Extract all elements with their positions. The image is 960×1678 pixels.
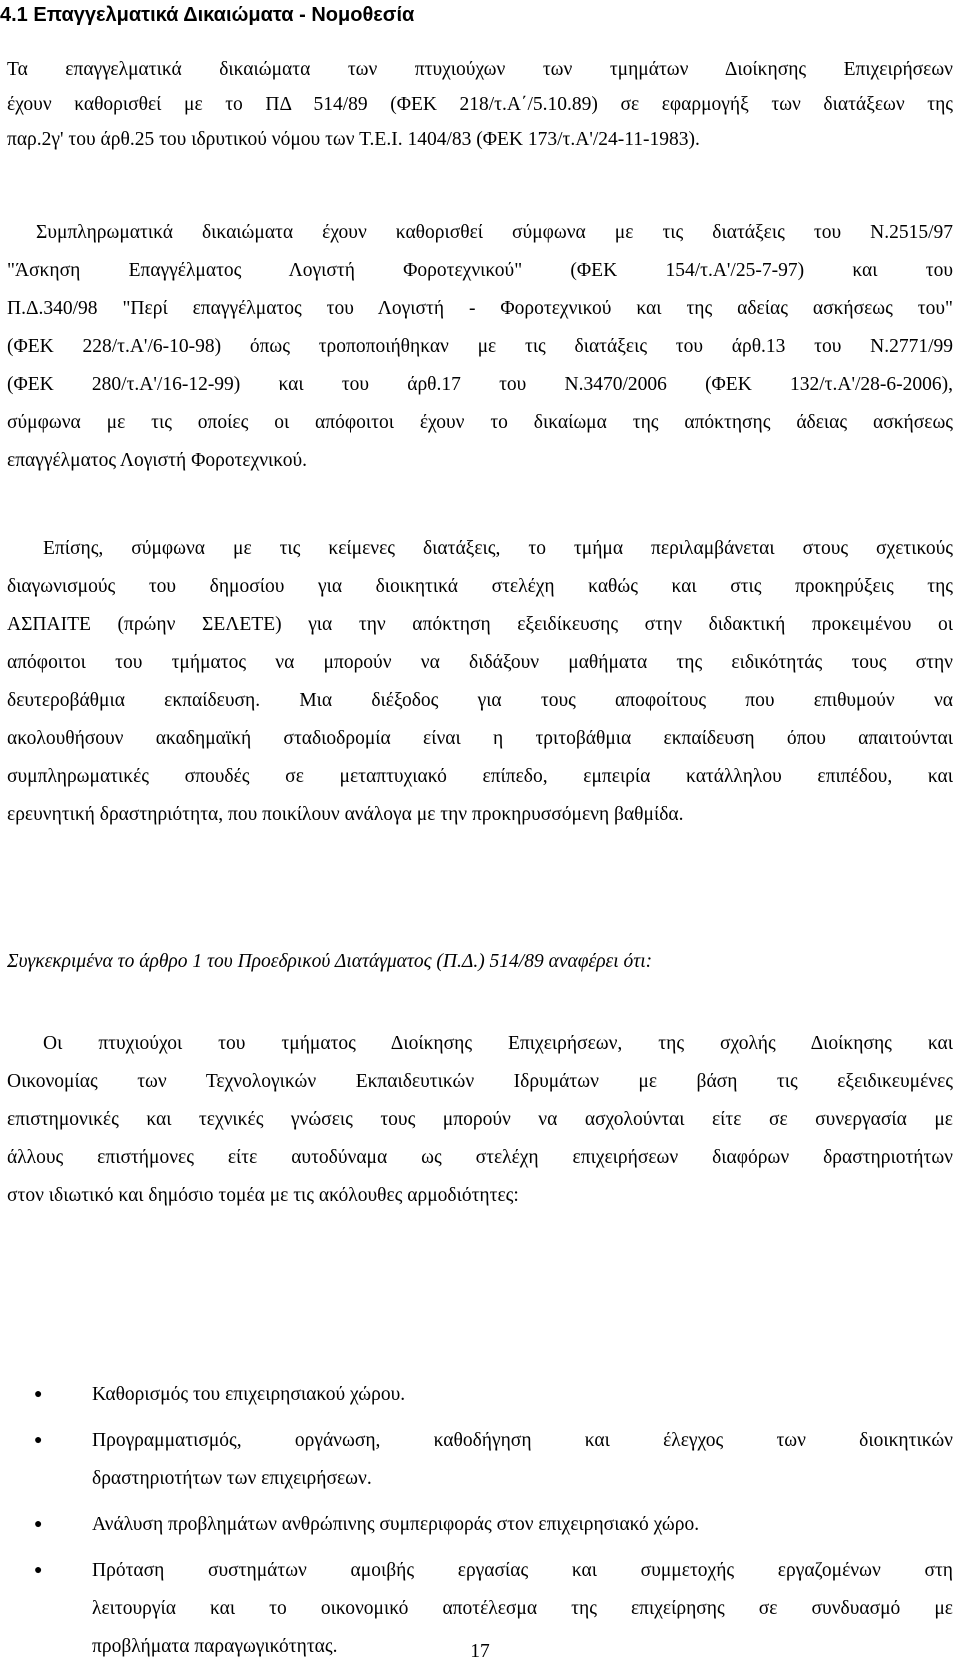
paragraph-career-options [7,530,953,834]
text-line: συμπληρωματικές σπουδές σε μεταπτυχιακό επίπεδο, εμπειρία κατάλληλου επιπέδου, και [7,766,953,787]
text-line: σύμφωνα με τις οποίες οι απόφοιτοι έχουν το δικαίωμα της απόκτησης άδειας ασκήσεως [7,412,953,433]
bullet-icon: ● [34,1563,43,1578]
paragraph-supplementary-rights [7,214,953,480]
text-line: Τα επαγγελματικά δικαιώματα των πτυχιούχων των τμημάτων Διοίκησης Επιχειρήσεων [7,59,953,80]
paragraph-legal-basis [7,52,953,157]
text-line: Ανάλυση προβλημάτων ανθρώπινης συμπεριφοράς στον επιχειρησιακό χώρο. [92,1514,700,1535]
text-line: Π.Δ.340/98 "Περί επαγγέλματος του Λογιστή - Φοροτεχνικού και της αδείας ασκήσεως του" [7,298,953,319]
text-line: (ΦΕΚ 280/τ.Α'/16-12-99) και του άρθ.17 του Ν.3470/2006 (ΦΕΚ 132/τ.Α'/28-6-2006), [7,374,953,395]
article-subheading [7,943,953,981]
bullet-icon: ● [34,1433,43,1448]
text-line: ΑΣΠΑΙΤΕ (πρώην ΣΕΛΕΤΕ) για την απόκτηση εξειδίκευσης στην διδακτική προκειμένου οι [7,614,953,635]
paragraph-graduate-competences [7,1025,953,1215]
text-line: στον ιδιωτικό και δημόσιο τομέα με τις ακόλουθες αρμοδιότητες: [7,1185,519,1206]
section-heading: 4.1 Επαγγελματικά Δικαιώματα - Νομοθεσία [0,4,415,26]
bullet-icon: ● [34,1517,43,1532]
text-line: παρ.2γ' του άρθ.25 του ιδρυτικού νόμου των Τ.Ε.Ι. 1404/83 (ΦΕΚ 173/τ.Α'/24-11-1983). [7,129,700,150]
text-line: Συγκεκριμένα το άρθρο 1 του Προεδρικού Διατάγματος (Π.Δ.) 514/89 αναφέρει ότι: [7,951,653,972]
list-item [0,1422,953,1498]
text-line: επαγγέλματος Λογιστή Φοροτεχνικού. [7,450,307,471]
text-line: άλλους επιστήμονες είτε αυτοδύναμα ως στελέχη επιχειρήσεων διαφόρων δραστηριοτήτων [7,1147,953,1168]
text-line: προβλήματα παραγωγικότητας. [92,1636,338,1657]
text-line: διαγωνισμούς του δημοσίου για διοικητικά στελέχη καθώς και στις προκηρύξεις της [7,576,953,597]
text-line: Συμπληρωματικά δικαιώματα έχουν καθορισθεί σύμφωνα με τις διατάξεις του Ν.2515/97 [36,222,953,243]
bullet-icon: ● [34,1387,43,1402]
text-line: απόφοιτοι του τμήματος να μπορούν να διδάξουν μαθήματα της ειδικότητάς τους στην [7,652,953,673]
text-line: δευτεροβάθμια εκπαίδευση. Μια διέξοδος για τους αποφοίτους που επιθυμούν να [7,690,953,711]
text-line: (ΦΕΚ 228/τ.Α'/6-10-98) όπως τροποποιήθηκαν με τις διατάξεις του άρθ.13 του Ν.2771/99 [7,336,953,357]
text-line: επιστημονικές και τεχνικές γνώσεις τους μπορούν να ασχολούνται είτε σε συνεργασία με [7,1109,953,1130]
text-line: Οι πτυχιούχοι του τμήματος Διοίκησης Επιχειρήσεων, της σχολής Διοίκησης και [43,1033,953,1054]
text-line: Επίσης, σύμφωνα με τις κείμενες διατάξεις, το τμήμα περιλαμβάνεται στους σχετικούς [43,538,953,559]
text-line: "Άσκηση Επαγγέλματος Λογιστή Φοροτεχνικού" (ΦΕΚ 154/τ.Α'/25-7-97) και του [7,260,953,281]
text-line: Οικονομίας των Τεχνολογικών Εκπαιδευτικών Ιδρυμάτων με βάση τις εξειδικευμένες [7,1071,953,1092]
list-item [0,1506,953,1544]
text-line: λειτουργία και το οικονομικό αποτέλεσμα της επιχείρησης σε συνδυασμό με [92,1598,953,1619]
responsibilities-list [0,1376,953,1666]
text-line: ακολουθήσουν ακαδημαϊκή σταδιοδρομία είναι η τριτοβάθμια εκπαίδευση όπου απαιτούνται [7,728,953,749]
text-line: Καθορισμός του επιχειρησιακού χώρου. [92,1384,406,1405]
text-line: ερευνητική δραστηριότητα, που ποικίλουν ανάλογα με την προκηρυσσόμενη βαθμίδα. [7,804,684,825]
text-line: Πρόταση συστημάτων αμοιβής εργασίας και συμμετοχής εργαζομένων στη [92,1560,953,1581]
page-number: 17 [470,1641,490,1662]
text-line: έχουν καθορισθεί με το ΠΔ 514/89 (ΦΕΚ 218/τ.Α΄/5.10.89) σε εφαρμογήξ των διατάξεων της [7,94,953,115]
list-item [0,1376,953,1414]
text-line: δραστηριοτήτων των επιχειρήσεων. [92,1468,372,1489]
text-line: Προγραμματισμός, οργάνωση, καθοδήγηση και έλεγχος των διοικητικών [92,1430,953,1451]
